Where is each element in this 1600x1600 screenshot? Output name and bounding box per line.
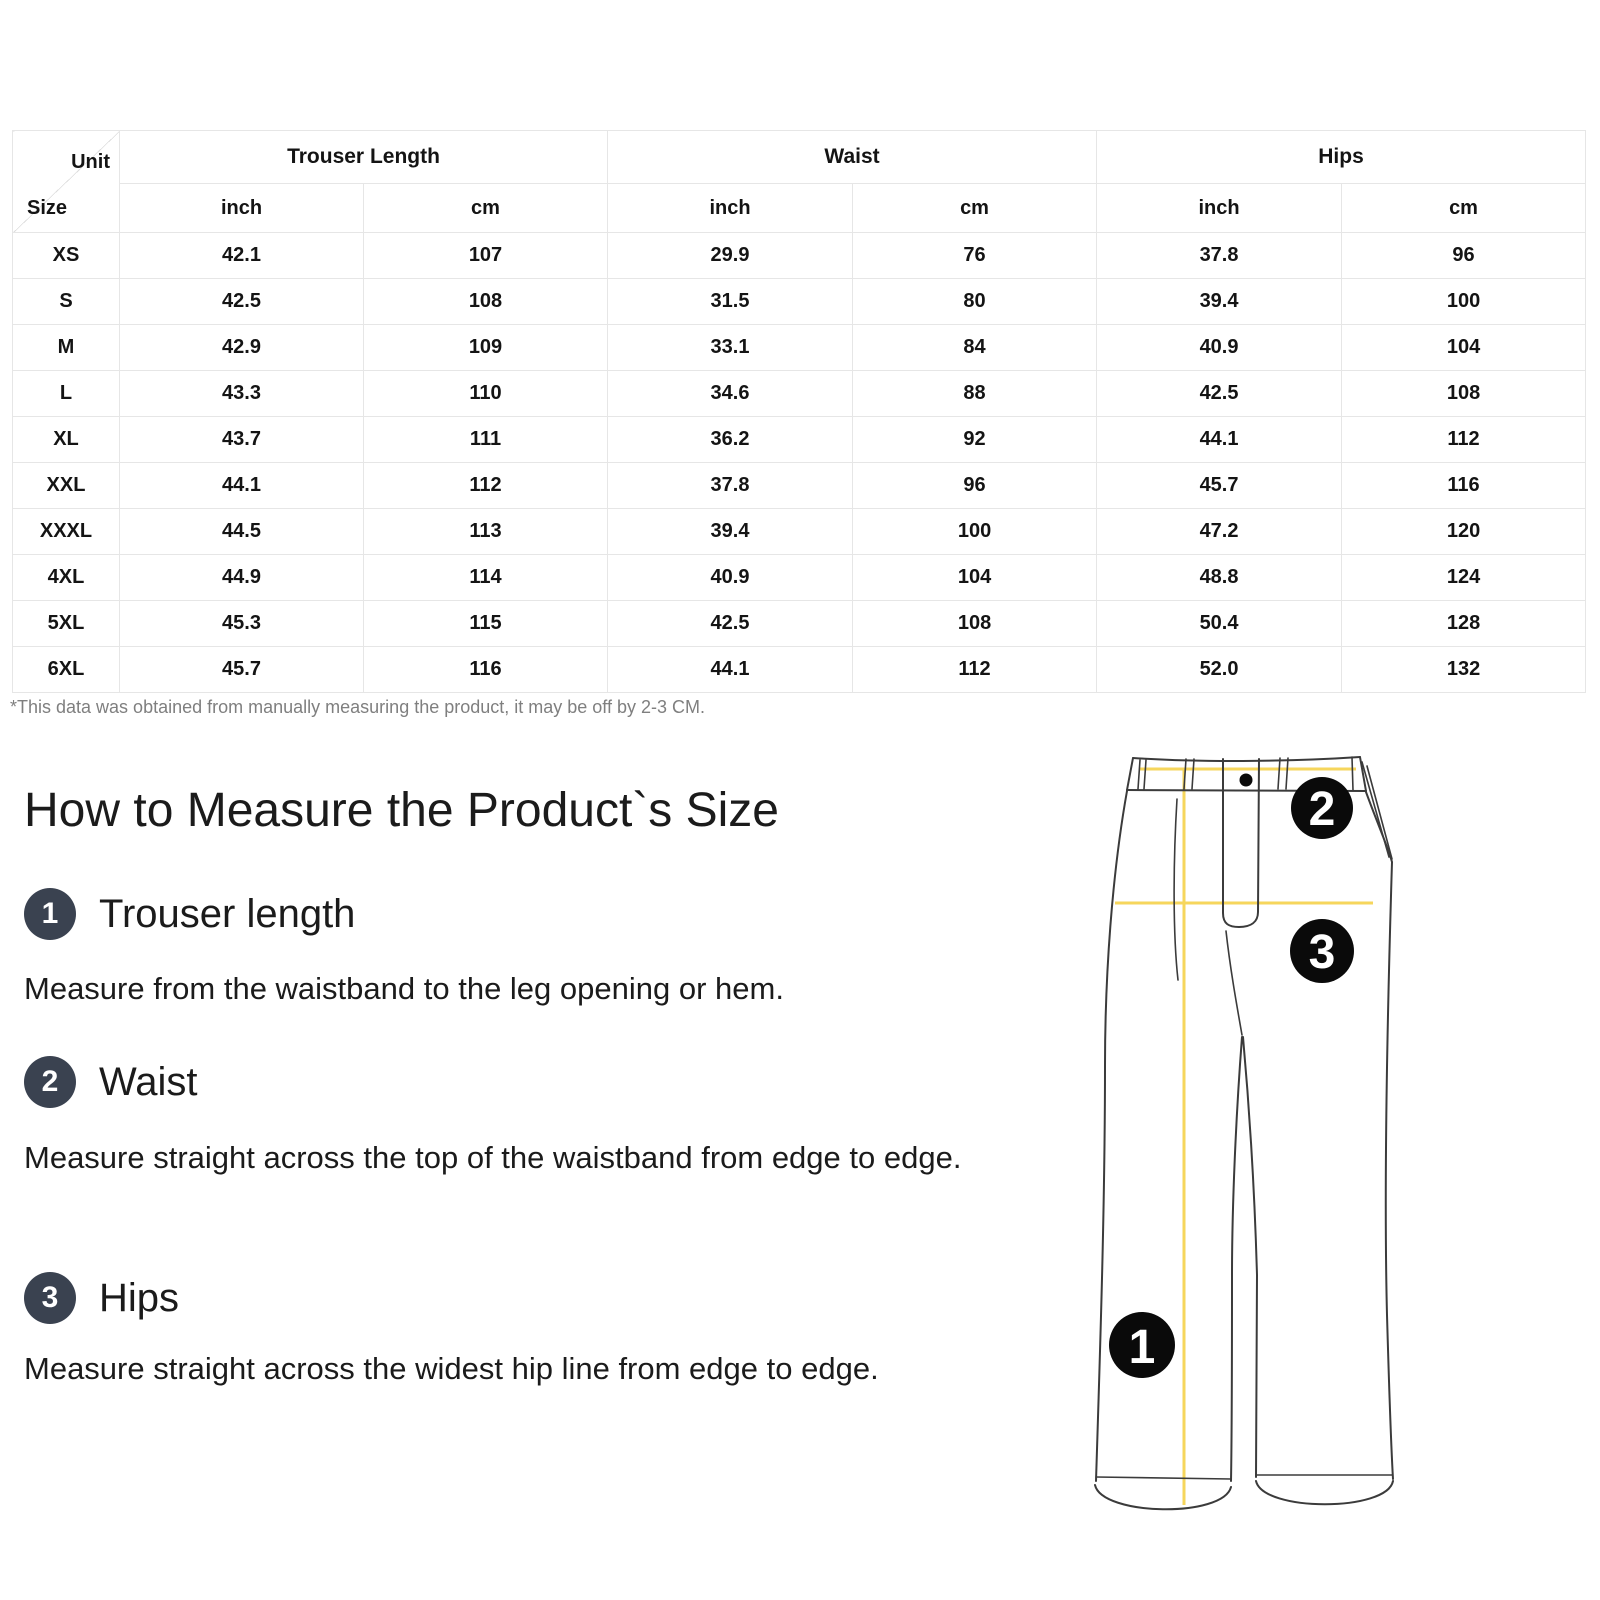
measurement-cell: 109 bbox=[364, 325, 608, 371]
step-1-badge: 1 bbox=[24, 888, 76, 940]
measurement-cell: 110 bbox=[364, 371, 608, 417]
measurement-cell: 107 bbox=[364, 233, 608, 279]
size-cell: 4XL bbox=[13, 555, 120, 601]
step-waist bbox=[24, 1056, 198, 1108]
measurement-cell: 132 bbox=[1342, 647, 1586, 693]
measurement-cell: 128 bbox=[1342, 601, 1586, 647]
table-row bbox=[13, 647, 1586, 693]
corner-unit-label: Unit bbox=[71, 151, 110, 173]
column-group-waist: Waist bbox=[608, 131, 1097, 184]
marker-3 bbox=[1290, 919, 1354, 983]
measurement-cell: 40.9 bbox=[608, 555, 853, 601]
step-1-label: Trouser length bbox=[99, 891, 356, 936]
size-cell: XL bbox=[13, 417, 120, 463]
unit-header: cm bbox=[364, 184, 608, 233]
measurement-cell: 42.1 bbox=[120, 233, 364, 279]
table-row bbox=[13, 463, 1586, 509]
table-row bbox=[13, 325, 1586, 371]
step-2-description: Measure straight across the top of the waistband from edge to edge. bbox=[24, 1140, 962, 1175]
measurement-cell: 45.7 bbox=[120, 647, 364, 693]
table-footnote: *This data was obtained from manually measuring the product, it may be off by 2-3 CM. bbox=[10, 697, 706, 717]
table-row bbox=[13, 601, 1586, 647]
measurement-cell: 113 bbox=[364, 509, 608, 555]
step-2-label: Waist bbox=[99, 1059, 198, 1104]
howto-title: How to Measure the Product`s Size bbox=[24, 784, 779, 837]
trousers-outline-icon bbox=[1095, 757, 1393, 1509]
measurement-cell: 44.1 bbox=[1097, 417, 1342, 463]
corner-size-label: Size bbox=[27, 197, 68, 219]
step-2-badge: 2 bbox=[24, 1056, 76, 1108]
measurement-cell: 43.7 bbox=[120, 417, 364, 463]
column-group-trouser-length: Trouser Length bbox=[120, 131, 608, 184]
measurement-cell: 40.9 bbox=[1097, 325, 1342, 371]
measurement-cell: 37.8 bbox=[608, 463, 853, 509]
size-cell: 6XL bbox=[13, 647, 120, 693]
marker-3-number: 3 bbox=[1308, 926, 1336, 979]
measurement-cell: 111 bbox=[364, 417, 608, 463]
size-cell: M bbox=[13, 325, 120, 371]
step-3-label: Hips bbox=[99, 1275, 180, 1320]
measurement-cell: 100 bbox=[1342, 279, 1586, 325]
measurement-cell: 44.1 bbox=[608, 647, 853, 693]
step-hips bbox=[24, 1272, 179, 1324]
measurement-cell: 42.9 bbox=[120, 325, 364, 371]
measurement-cell: 42.5 bbox=[120, 279, 364, 325]
measurement-cell: 84 bbox=[853, 325, 1097, 371]
measurement-cell: 43.3 bbox=[120, 371, 364, 417]
measurement-cell: 116 bbox=[1342, 463, 1586, 509]
measurement-cell: 124 bbox=[1342, 555, 1586, 601]
measurement-cell: 44.1 bbox=[120, 463, 364, 509]
measurement-cell: 45.7 bbox=[1097, 463, 1342, 509]
corner-cell bbox=[13, 131, 120, 233]
measurement-cell: 108 bbox=[1342, 371, 1586, 417]
size-cell: 5XL bbox=[13, 601, 120, 647]
trousers-measurement-diagram bbox=[1060, 735, 1400, 1565]
step-3-badge: 3 bbox=[24, 1272, 76, 1324]
table-row bbox=[13, 509, 1586, 555]
side-pocket bbox=[1362, 762, 1392, 859]
unit-header: inch bbox=[608, 184, 853, 233]
measurement-cell: 50.4 bbox=[1097, 601, 1342, 647]
measurement-cell: 34.6 bbox=[608, 371, 853, 417]
measurement-cell: 52.0 bbox=[1097, 647, 1342, 693]
step-1-description: Measure from the waistband to the leg opening or hem. bbox=[24, 971, 784, 1006]
size-cell: XXL bbox=[13, 463, 120, 509]
measurement-cell: 114 bbox=[364, 555, 608, 601]
unit-header: cm bbox=[853, 184, 1097, 233]
size-chart-table bbox=[12, 130, 1586, 693]
measurement-cell: 96 bbox=[853, 463, 1097, 509]
right-leg bbox=[1243, 792, 1393, 1504]
measurement-cell: 48.8 bbox=[1097, 555, 1342, 601]
size-cell: XXXL bbox=[13, 509, 120, 555]
measurement-cell: 120 bbox=[1342, 509, 1586, 555]
unit-header: cm bbox=[1342, 184, 1586, 233]
step-trouser-length bbox=[24, 888, 355, 940]
measurement-cell: 39.4 bbox=[608, 509, 853, 555]
table-row bbox=[13, 555, 1586, 601]
table-row bbox=[13, 279, 1586, 325]
step-3-description: Measure straight across the widest hip line from edge to edge. bbox=[24, 1351, 879, 1386]
measurement-cell: 104 bbox=[1342, 325, 1586, 371]
size-cell: S bbox=[13, 279, 120, 325]
measurement-cell: 42.5 bbox=[608, 601, 853, 647]
measurement-cell: 92 bbox=[853, 417, 1097, 463]
size-table-header bbox=[13, 131, 1586, 233]
measurement-cell: 45.3 bbox=[120, 601, 364, 647]
measurement-cell: 104 bbox=[853, 555, 1097, 601]
measurement-cell: 108 bbox=[364, 279, 608, 325]
measurement-cell: 115 bbox=[364, 601, 608, 647]
table-row bbox=[13, 371, 1586, 417]
table-row bbox=[13, 417, 1586, 463]
measurement-cell: 96 bbox=[1342, 233, 1586, 279]
measurement-cell: 112 bbox=[1342, 417, 1586, 463]
measurement-cell: 47.2 bbox=[1097, 509, 1342, 555]
measurement-cell: 36.2 bbox=[608, 417, 853, 463]
unit-header: inch bbox=[120, 184, 364, 233]
measurement-cell: 100 bbox=[853, 509, 1097, 555]
measurement-cell: 39.4 bbox=[1097, 279, 1342, 325]
measurement-cell: 116 bbox=[364, 647, 608, 693]
marker-2-number: 2 bbox=[1308, 783, 1336, 836]
measurement-cell: 108 bbox=[853, 601, 1097, 647]
marker-1-number: 1 bbox=[1128, 1321, 1156, 1374]
measurement-cell: 44.5 bbox=[120, 509, 364, 555]
measurement-cell: 33.1 bbox=[608, 325, 853, 371]
measurement-cell: 112 bbox=[364, 463, 608, 509]
measurement-cell: 112 bbox=[853, 647, 1097, 693]
measurement-cell: 88 bbox=[853, 371, 1097, 417]
column-group-hips: Hips bbox=[1097, 131, 1586, 184]
left-leg bbox=[1095, 791, 1242, 1509]
pleat-crease bbox=[1174, 799, 1178, 980]
size-cell: XS bbox=[13, 233, 120, 279]
fly bbox=[1223, 759, 1259, 1035]
unit-header: inch bbox=[1097, 184, 1342, 233]
measurement-cell: 37.8 bbox=[1097, 233, 1342, 279]
marker-1 bbox=[1109, 1312, 1175, 1378]
measurement-cell: 44.9 bbox=[120, 555, 364, 601]
measure-lines bbox=[1115, 769, 1373, 1505]
table-row bbox=[13, 233, 1586, 279]
size-cell: L bbox=[13, 371, 120, 417]
measurement-cell: 31.5 bbox=[608, 279, 853, 325]
size-table-body bbox=[13, 233, 1586, 693]
measurement-cell: 42.5 bbox=[1097, 371, 1342, 417]
measurement-cell: 80 bbox=[853, 279, 1097, 325]
waist-button bbox=[1240, 774, 1253, 787]
measurement-cell: 76 bbox=[853, 233, 1097, 279]
marker-2 bbox=[1291, 777, 1353, 839]
measurement-cell: 29.9 bbox=[608, 233, 853, 279]
